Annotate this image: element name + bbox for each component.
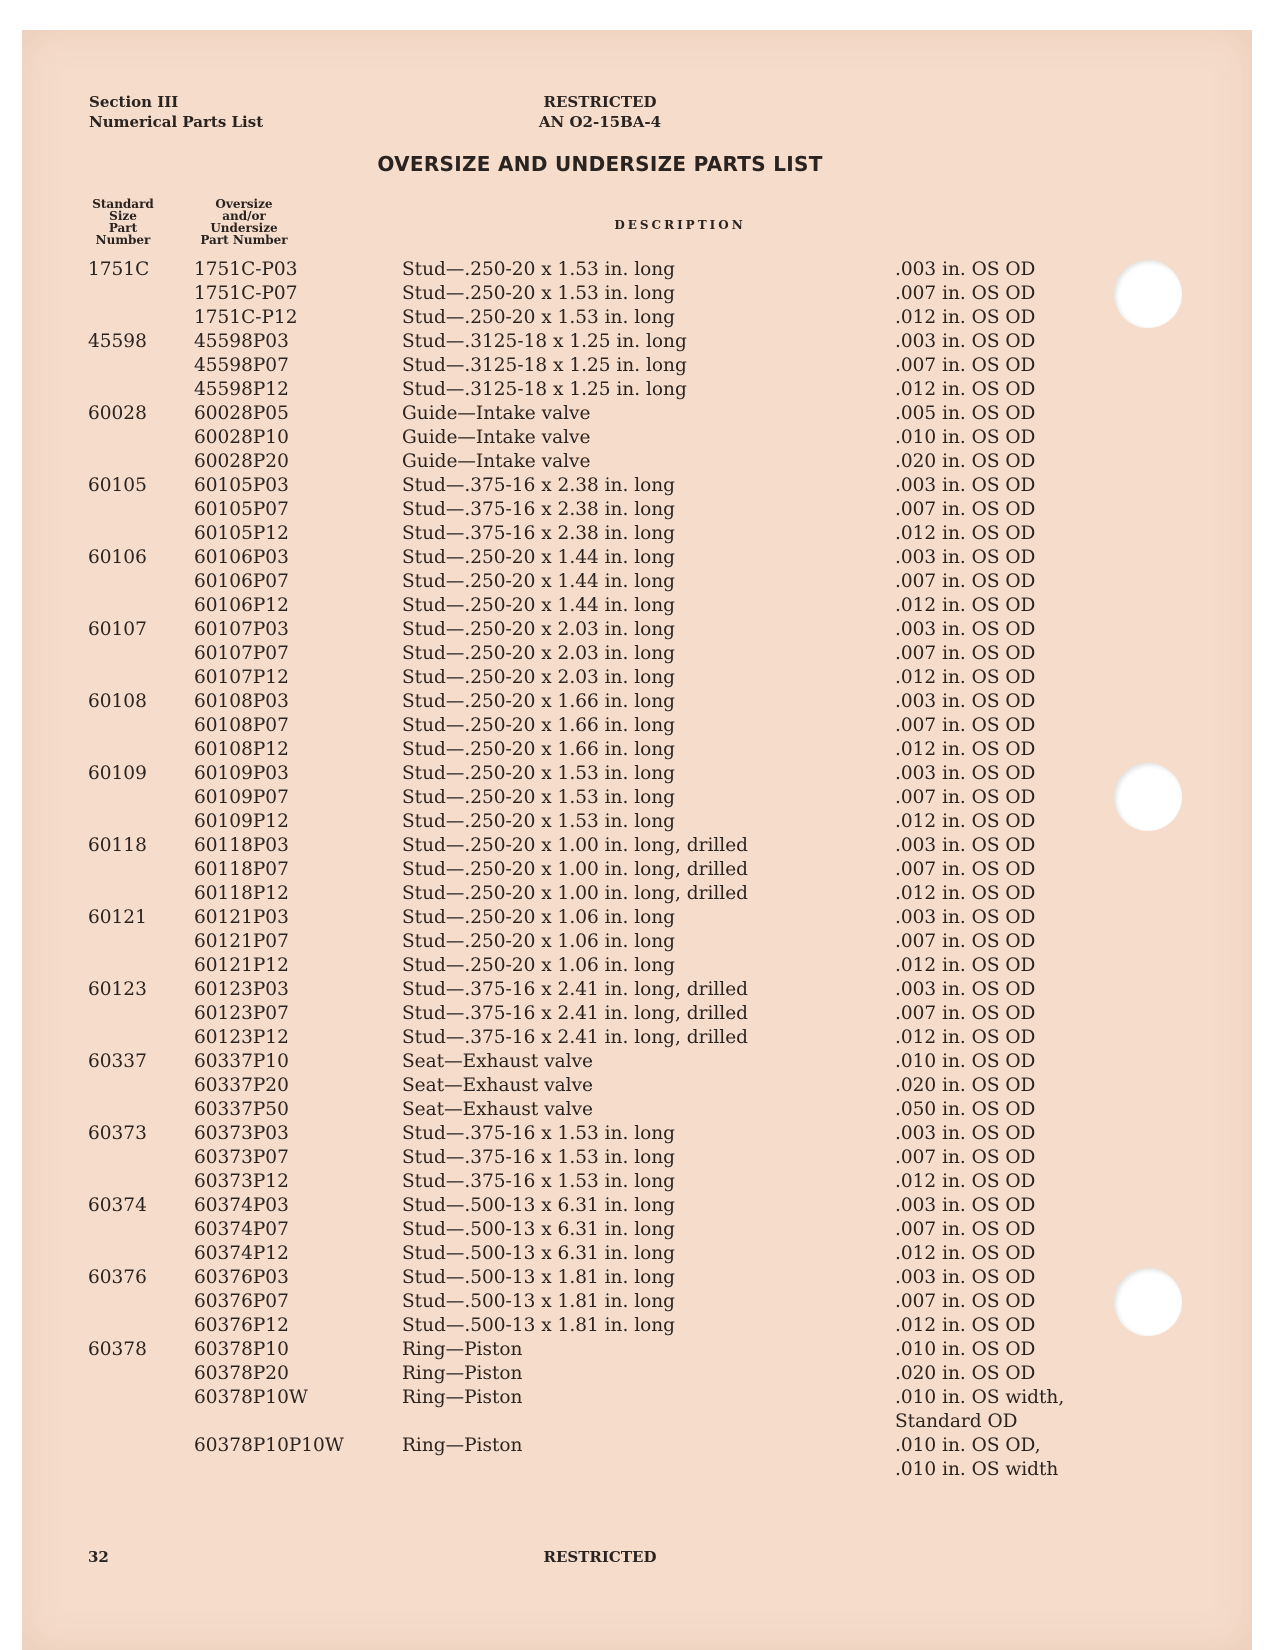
column-header-line: and/or [222, 209, 266, 223]
table-row [0, 954, 1230, 978]
size-specification: .012 in. OS OD [895, 955, 1036, 976]
size-specification: .010 in. OS width, [895, 1387, 1065, 1408]
oversize-part-number: 60378P20 [194, 1363, 289, 1384]
size-specification: .010 in. OS OD [895, 1339, 1036, 1360]
table-row [0, 498, 1230, 522]
section-header [89, 92, 263, 132]
part-description: Guide—Intake valve [402, 451, 591, 472]
part-description: Ring—Piston [402, 1339, 523, 1360]
size-specification: .007 in. OS OD [895, 931, 1036, 952]
oversize-part-number: 60123P07 [194, 1003, 289, 1024]
restricted-label: RESTRICTED [543, 93, 657, 111]
part-description: Stud—.250-20 x 1.44 in. long [402, 595, 676, 616]
standard-part-number: 60376 [88, 1267, 147, 1288]
size-specification: .020 in. OS OD [895, 1075, 1036, 1096]
table-row [0, 786, 1230, 810]
part-description: Stud—.250-20 x 2.03 in. long [402, 643, 676, 664]
column-header-line: Oversize [215, 197, 273, 211]
oversize-part-number: 60108P03 [194, 691, 289, 712]
oversize-part-number: 60123P12 [194, 1027, 289, 1048]
part-description: Stud—.3125-18 x 1.25 in. long [402, 331, 687, 352]
size-specification: .012 in. OS OD [895, 667, 1036, 688]
oversize-part-number: 60121P12 [194, 955, 289, 976]
oversize-part-number: 60107P03 [194, 619, 289, 640]
oversize-part-number: 60106P12 [194, 595, 289, 616]
standard-part-number: 60109 [88, 763, 147, 784]
size-specification: .003 in. OS OD [895, 1267, 1036, 1288]
section-label: Section III [89, 93, 179, 111]
document-number: AN O2-15BA-4 [538, 113, 662, 131]
table-row [0, 1434, 1230, 1458]
size-specification: .007 in. OS OD [895, 715, 1036, 736]
oversize-part-number: 60373P03 [194, 1123, 289, 1144]
size-specification: .007 in. OS OD [895, 1003, 1036, 1024]
oversize-part-number: 45598P12 [194, 379, 289, 400]
oversize-part-number: 60337P10 [194, 1051, 289, 1072]
part-description: Stud—.250-20 x 1.00 in. long, drilled [402, 883, 749, 904]
size-specification: .007 in. OS OD [895, 1219, 1036, 1240]
table-row [0, 354, 1230, 378]
table-row [0, 1362, 1230, 1386]
standard-part-number: 60118 [88, 835, 147, 856]
parts-table [0, 258, 1230, 1482]
column-header-oversize [184, 198, 304, 246]
oversize-part-number: 1751C-P07 [194, 283, 298, 304]
standard-part-number: 60123 [88, 979, 147, 1000]
part-description: Stud—.375-16 x 1.53 in. long [402, 1147, 676, 1168]
oversize-part-number: 45598P07 [194, 355, 289, 376]
standard-part-number: 60028 [88, 403, 147, 424]
part-description: Stud—.250-20 x 1.53 in. long [402, 283, 676, 304]
oversize-part-number: 60118P07 [194, 859, 289, 880]
footer-restricted-label: RESTRICTED [543, 1548, 657, 1566]
table-row [0, 690, 1230, 714]
part-description: Stud—.250-20 x 1.66 in. long [402, 739, 676, 760]
oversize-part-number: 60378P10P10W [194, 1435, 344, 1456]
size-specification: .007 in. OS OD [895, 1291, 1036, 1312]
table-row [0, 474, 1230, 498]
part-description: Stud—.375-16 x 1.53 in. long [402, 1123, 676, 1144]
oversize-part-number: 60118P03 [194, 835, 289, 856]
part-description: Stud—.250-20 x 1.00 in. long, drilled [402, 835, 749, 856]
table-row [0, 1290, 1230, 1314]
oversize-part-number: 60107P07 [194, 643, 289, 664]
oversize-part-number: 60105P12 [194, 523, 289, 544]
part-description: Stud—.375-16 x 2.41 in. long, drilled [402, 1003, 749, 1024]
table-row [0, 402, 1230, 426]
table-row [0, 426, 1230, 450]
size-specification: .007 in. OS OD [895, 571, 1036, 592]
table-row [0, 1170, 1230, 1194]
table-row [0, 1338, 1230, 1362]
part-description: Ring—Piston [402, 1363, 523, 1384]
oversize-part-number: 60374P03 [194, 1195, 289, 1216]
part-description: Guide—Intake valve [402, 403, 591, 424]
size-specification: .003 in. OS OD [895, 619, 1036, 640]
size-specification: .007 in. OS OD [895, 283, 1036, 304]
oversize-part-number: 60376P12 [194, 1315, 289, 1336]
size-specification: .020 in. OS OD [895, 451, 1036, 472]
size-specification: .007 in. OS OD [895, 355, 1036, 376]
part-description: Stud—.500-13 x 1.81 in. long [402, 1267, 676, 1288]
page-title: OVERSIZE AND UNDERSIZE PARTS LIST [377, 152, 823, 176]
size-specification: .007 in. OS OD [895, 643, 1036, 664]
oversize-part-number: 60109P03 [194, 763, 289, 784]
size-specification: .010 in. OS width [895, 1459, 1059, 1480]
table-row [0, 522, 1230, 546]
part-description: Stud—.250-20 x 1.06 in. long [402, 931, 676, 952]
size-specification: .012 in. OS OD [895, 739, 1036, 760]
table-row [0, 762, 1230, 786]
table-row [0, 594, 1230, 618]
part-description: Stud—.375-16 x 2.38 in. long [402, 475, 676, 496]
part-description: Stud—.3125-18 x 1.25 in. long [402, 355, 687, 376]
size-specification: .012 in. OS OD [895, 523, 1036, 544]
size-specification: .012 in. OS OD [895, 1243, 1036, 1264]
part-description: Stud—.250-20 x 1.53 in. long [402, 787, 676, 808]
table-row [0, 1410, 1230, 1434]
page-number: 32 [88, 1548, 109, 1566]
oversize-part-number: 60376P03 [194, 1267, 289, 1288]
table-row [0, 282, 1230, 306]
size-specification: .003 in. OS OD [895, 1195, 1036, 1216]
standard-part-number: 60373 [88, 1123, 147, 1144]
oversize-part-number: 60374P07 [194, 1219, 289, 1240]
size-specification: .020 in. OS OD [895, 1363, 1036, 1384]
oversize-part-number: 60337P20 [194, 1075, 289, 1096]
part-description: Ring—Piston [402, 1387, 523, 1408]
size-specification: .003 in. OS OD [895, 979, 1036, 1000]
part-description: Seat—Exhaust valve [402, 1099, 593, 1120]
size-specification: .003 in. OS OD [895, 1123, 1036, 1144]
oversize-part-number: 60109P07 [194, 787, 289, 808]
table-row [0, 1314, 1230, 1338]
oversize-part-number: 60106P07 [194, 571, 289, 592]
oversize-part-number: 60123P03 [194, 979, 289, 1000]
part-description: Stud—.250-20 x 1.53 in. long [402, 811, 676, 832]
size-specification: .003 in. OS OD [895, 475, 1036, 496]
oversize-part-number: 60121P03 [194, 907, 289, 928]
part-description: Stud—.500-13 x 1.81 in. long [402, 1291, 676, 1312]
table-row [0, 810, 1230, 834]
part-description: Stud—.250-20 x 2.03 in. long [402, 667, 676, 688]
oversize-part-number: 45598P03 [194, 331, 289, 352]
oversize-part-number: 1751C-P12 [194, 307, 298, 328]
table-row [0, 882, 1230, 906]
standard-part-number: 1751C [88, 259, 150, 280]
part-description: Stud—.250-20 x 1.53 in. long [402, 307, 676, 328]
table-row [0, 1242, 1230, 1266]
part-description: Stud—.375-16 x 2.41 in. long, drilled [402, 1027, 749, 1048]
part-description: Guide—Intake valve [402, 427, 591, 448]
standard-part-number: 60374 [88, 1195, 147, 1216]
size-specification: .012 in. OS OD [895, 883, 1036, 904]
table-row [0, 642, 1230, 666]
size-specification: .012 in. OS OD [895, 811, 1036, 832]
oversize-part-number: 60378P10W [194, 1387, 308, 1408]
oversize-part-number: 60107P12 [194, 667, 289, 688]
table-row [0, 306, 1230, 330]
table-row [0, 858, 1230, 882]
table-row [0, 1026, 1230, 1050]
part-description: Stud—.375-16 x 1.53 in. long [402, 1171, 676, 1192]
size-specification: .003 in. OS OD [895, 907, 1036, 928]
size-specification: .010 in. OS OD, [895, 1435, 1041, 1456]
column-header-line: Standard [92, 197, 154, 211]
column-header-line: Number [95, 233, 151, 247]
size-specification: .050 in. OS OD [895, 1099, 1036, 1120]
part-description: Stud—.500-13 x 6.31 in. long [402, 1243, 676, 1264]
table-row [0, 1458, 1230, 1482]
size-specification: .012 in. OS OD [895, 379, 1036, 400]
part-description: Stud—.250-20 x 1.00 in. long, drilled [402, 859, 749, 880]
table-row [0, 834, 1230, 858]
table-row [0, 546, 1230, 570]
size-specification: .005 in. OS OD [895, 403, 1036, 424]
table-row [0, 1074, 1230, 1098]
part-description: Stud—.3125-18 x 1.25 in. long [402, 379, 687, 400]
table-row [0, 1386, 1230, 1410]
oversize-part-number: 60373P12 [194, 1171, 289, 1192]
part-description: Stud—.250-20 x 1.06 in. long [402, 907, 676, 928]
column-header-line: Part Number [200, 233, 288, 247]
table-row [0, 714, 1230, 738]
table-row [0, 1122, 1230, 1146]
size-specification: .003 in. OS OD [895, 691, 1036, 712]
table-row [0, 978, 1230, 1002]
oversize-part-number: 60109P12 [194, 811, 289, 832]
section-subtitle: Numerical Parts List [89, 113, 264, 131]
size-specification: .010 in. OS OD [895, 427, 1036, 448]
oversize-part-number: 60337P50 [194, 1099, 289, 1120]
table-row [0, 1146, 1230, 1170]
oversize-part-number: 60373P07 [194, 1147, 289, 1168]
oversize-part-number: 60376P07 [194, 1291, 289, 1312]
oversize-part-number: 60028P20 [194, 451, 289, 472]
table-row [0, 1098, 1230, 1122]
table-row [0, 906, 1230, 930]
table-row [0, 1002, 1230, 1026]
oversize-part-number: 60121P07 [194, 931, 289, 952]
part-description: Ring—Piston [402, 1435, 523, 1456]
table-row [0, 738, 1230, 762]
size-specification: .007 in. OS OD [895, 787, 1036, 808]
part-description: Seat—Exhaust valve [402, 1051, 593, 1072]
column-header-standard [78, 198, 168, 246]
size-specification: .003 in. OS OD [895, 763, 1036, 784]
standard-part-number: 60378 [88, 1339, 147, 1360]
part-description: Stud—.500-13 x 6.31 in. long [402, 1219, 676, 1240]
oversize-part-number: 60378P10 [194, 1339, 289, 1360]
oversize-part-number: 60118P12 [194, 883, 289, 904]
size-specification: .012 in. OS OD [895, 307, 1036, 328]
size-specification: .003 in. OS OD [895, 547, 1036, 568]
oversize-part-number: 60028P05 [194, 403, 289, 424]
oversize-part-number: 60028P10 [194, 427, 289, 448]
part-description: Stud—.500-13 x 1.81 in. long [402, 1315, 676, 1336]
size-specification: .012 in. OS OD [895, 1171, 1036, 1192]
size-specification: .003 in. OS OD [895, 259, 1036, 280]
table-row [0, 666, 1230, 690]
part-description: Stud—.250-20 x 1.66 in. long [402, 715, 676, 736]
standard-part-number: 60105 [88, 475, 147, 496]
part-description: Stud—.375-16 x 2.38 in. long [402, 523, 676, 544]
oversize-part-number: 60374P12 [194, 1243, 289, 1264]
table-row [0, 570, 1230, 594]
table-row [0, 1218, 1230, 1242]
size-specification: .012 in. OS OD [895, 595, 1036, 616]
standard-part-number: 60108 [88, 691, 147, 712]
size-specification: Standard OD [895, 1411, 1018, 1432]
column-header-line: Size [109, 209, 137, 223]
part-description: Stud—.250-20 x 1.06 in. long [402, 955, 676, 976]
table-row [0, 258, 1230, 282]
table-row [0, 450, 1230, 474]
part-description: Stud—.250-20 x 1.44 in. long [402, 547, 676, 568]
oversize-part-number: 60108P07 [194, 715, 289, 736]
size-specification: .012 in. OS OD [895, 1315, 1036, 1336]
standard-part-number: 60106 [88, 547, 147, 568]
table-row [0, 378, 1230, 402]
table-row [0, 1266, 1230, 1290]
table-row [0, 1050, 1230, 1074]
standard-part-number: 60337 [88, 1051, 147, 1072]
size-specification: .012 in. OS OD [895, 1027, 1036, 1048]
oversize-part-number: 60105P07 [194, 499, 289, 520]
part-description: Stud—.250-20 x 1.53 in. long [402, 259, 676, 280]
size-specification: .007 in. OS OD [895, 859, 1036, 880]
column-header-line: Undersize [210, 221, 278, 235]
document-header [440, 92, 760, 132]
part-description: Stud—.250-20 x 1.66 in. long [402, 691, 676, 712]
oversize-part-number: 1751C-P03 [194, 259, 298, 280]
part-description: Stud—.375-16 x 2.38 in. long [402, 499, 676, 520]
table-row [0, 618, 1230, 642]
column-header-description: DESCRIPTION [614, 218, 746, 232]
size-specification: .007 in. OS OD [895, 499, 1036, 520]
column-header-line: Part [108, 221, 138, 235]
standard-part-number: 60121 [88, 907, 147, 928]
part-description: Stud—.250-20 x 1.53 in. long [402, 763, 676, 784]
oversize-part-number: 60105P03 [194, 475, 289, 496]
table-row [0, 330, 1230, 354]
oversize-part-number: 60108P12 [194, 739, 289, 760]
table-row [0, 1194, 1230, 1218]
standard-part-number: 45598 [88, 331, 147, 352]
part-description: Stud—.500-13 x 6.31 in. long [402, 1195, 676, 1216]
size-specification: .003 in. OS OD [895, 331, 1036, 352]
size-specification: .010 in. OS OD [895, 1051, 1036, 1072]
oversize-part-number: 60106P03 [194, 547, 289, 568]
part-description: Stud—.250-20 x 2.03 in. long [402, 619, 676, 640]
part-description: Stud—.250-20 x 1.44 in. long [402, 571, 676, 592]
table-row [0, 930, 1230, 954]
size-specification: .007 in. OS OD [895, 1147, 1036, 1168]
part-description: Seat—Exhaust valve [402, 1075, 593, 1096]
part-description: Stud—.375-16 x 2.41 in. long, drilled [402, 979, 749, 1000]
standard-part-number: 60107 [88, 619, 147, 640]
size-specification: .003 in. OS OD [895, 835, 1036, 856]
